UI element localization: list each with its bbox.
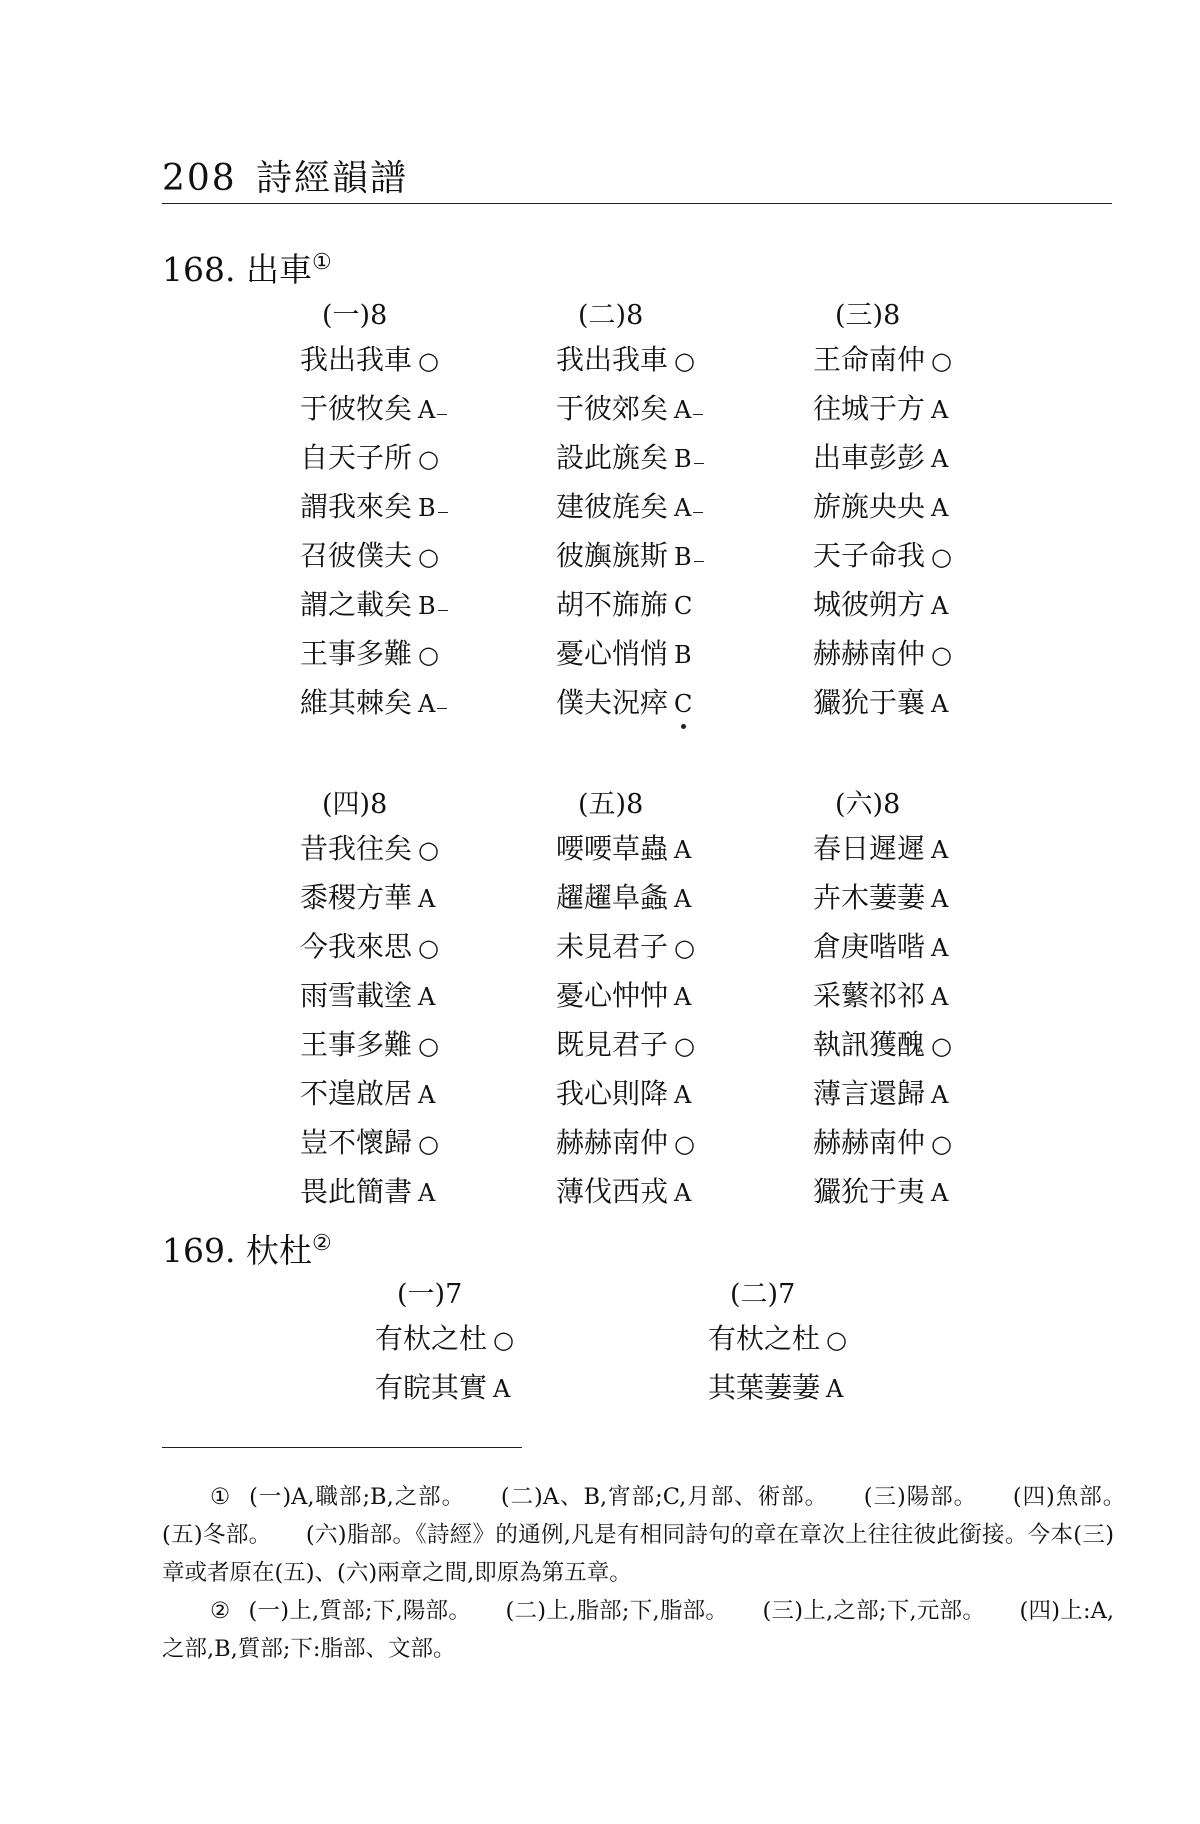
rhyme-mark: A bbox=[931, 592, 949, 620]
verse-line bbox=[556, 873, 695, 922]
rhyme-mark: B bbox=[674, 641, 692, 669]
rhyme-mark: A bbox=[931, 396, 949, 424]
rhyme-mark: A bbox=[674, 494, 692, 522]
rhyme-mark: ○ bbox=[418, 1032, 439, 1060]
verse-line bbox=[708, 1363, 847, 1412]
verse-line bbox=[300, 384, 439, 433]
verse-text: 憂心悄悄 bbox=[556, 637, 669, 670]
rhyme-mark: A bbox=[674, 983, 692, 1011]
verse-line bbox=[556, 580, 695, 629]
stanza bbox=[300, 297, 439, 727]
footnotes bbox=[162, 1478, 1160, 1668]
stanza-label: (一)7 bbox=[397, 1279, 463, 1310]
header-rule bbox=[162, 203, 1112, 204]
verse-line bbox=[300, 531, 439, 580]
rhyme-mark: A bbox=[418, 885, 436, 913]
rhyme-mark: C bbox=[674, 690, 693, 718]
verse-line bbox=[375, 1363, 514, 1412]
verse-text: 喓喓草蟲 bbox=[556, 832, 669, 865]
verse-text: 自天子所 bbox=[300, 441, 413, 474]
footnote-number: ① bbox=[210, 1484, 232, 1510]
verse-text: 其葉萋萋 bbox=[708, 1371, 821, 1404]
verse-line bbox=[300, 1069, 439, 1118]
rhyme-mark: A bbox=[418, 1179, 436, 1207]
footnote-ref: ② bbox=[311, 1231, 332, 1256]
footnote-rule bbox=[162, 1447, 522, 1448]
rhyme-mark: ○ bbox=[674, 1130, 695, 1158]
rhyme-mark: B bbox=[418, 494, 436, 522]
stanza-label: (三)8 bbox=[835, 300, 901, 331]
verse-text: 我出我車 bbox=[556, 343, 669, 376]
verse-text: 春日遲遲 bbox=[813, 832, 926, 865]
verse-line bbox=[813, 1118, 952, 1167]
verse-line bbox=[813, 1069, 952, 1118]
verse-text: 設此旐矣 bbox=[556, 441, 669, 474]
verse-line bbox=[556, 971, 695, 1020]
rhyme-mark: ○ bbox=[931, 347, 952, 375]
verse-line bbox=[300, 922, 439, 971]
rhyme-mark: A bbox=[931, 690, 949, 718]
rhyme-mark: B bbox=[674, 445, 692, 473]
verse-line bbox=[300, 824, 439, 873]
stanza bbox=[300, 786, 439, 1216]
rhyme-mark: C bbox=[674, 592, 693, 620]
verse-line bbox=[813, 678, 952, 727]
verse-line bbox=[556, 335, 695, 384]
verse-line bbox=[300, 1020, 439, 1069]
verse-text: 不遑啟居 bbox=[300, 1077, 413, 1110]
verse-line bbox=[556, 1167, 695, 1216]
book-title: 詩經韻譜 bbox=[256, 158, 409, 199]
verse-text: 維其棘矣 bbox=[300, 686, 413, 719]
verse-line bbox=[556, 629, 695, 678]
rhyme-mark: ○ bbox=[493, 1326, 514, 1354]
verse-line bbox=[813, 629, 952, 678]
verse-line bbox=[813, 384, 952, 433]
stanza-label: (二)7 bbox=[730, 1279, 796, 1310]
verse-text: 憂心忡忡 bbox=[556, 979, 669, 1012]
poem-title-text: 168. 出車 bbox=[162, 250, 312, 289]
verse-line bbox=[556, 1020, 695, 1069]
verse-line bbox=[813, 1020, 952, 1069]
verse-text: 采蘩祁祁 bbox=[813, 979, 926, 1012]
footnote-number: ② bbox=[210, 1598, 231, 1624]
verse-text: 王事多難 bbox=[300, 637, 413, 670]
verse-line bbox=[813, 971, 952, 1020]
rhyme-mark: A bbox=[931, 1179, 949, 1207]
verse-line bbox=[300, 678, 439, 727]
verse-line bbox=[813, 433, 952, 482]
verse-line bbox=[556, 1118, 695, 1167]
rhyme-mark: B bbox=[418, 592, 436, 620]
verse-text: 未見君子 bbox=[556, 930, 669, 963]
verse-text: 玁狁于襄 bbox=[813, 686, 926, 719]
verse-line bbox=[375, 1314, 514, 1363]
rhyme-mark: ○ bbox=[418, 543, 439, 571]
verse-text: 建彼旄矣 bbox=[556, 490, 669, 523]
rhyme-mark: ○ bbox=[418, 934, 439, 962]
stanza-label: (一)8 bbox=[322, 300, 388, 331]
verse-text: 有杕之杜 bbox=[708, 1322, 821, 1355]
verse-text: 往城于方 bbox=[813, 392, 926, 425]
verse-text: 天子命我 bbox=[813, 539, 926, 572]
verse-text: 黍稷方華 bbox=[300, 881, 413, 914]
stanza bbox=[813, 786, 952, 1216]
verse-line bbox=[300, 629, 439, 678]
verse-line bbox=[556, 824, 695, 873]
rhyme-mark: ○ bbox=[674, 1032, 695, 1060]
stanza bbox=[375, 1276, 514, 1412]
verse-line bbox=[813, 824, 952, 873]
rhyme-mark: ○ bbox=[418, 836, 439, 864]
stanza-label: (五)8 bbox=[578, 789, 644, 820]
page-number: 208 bbox=[162, 158, 237, 199]
verse-line bbox=[813, 922, 952, 971]
verse-text: 赫赫南仲 bbox=[813, 637, 926, 670]
rhyme-mark: ○ bbox=[826, 1326, 847, 1354]
verse-text: 有杕之杜 bbox=[375, 1322, 488, 1355]
verse-text: 我出我車 bbox=[300, 343, 413, 376]
verse-text: 出車彭彭 bbox=[813, 441, 926, 474]
verse-line bbox=[300, 873, 439, 922]
rhyme-mark: A bbox=[931, 983, 949, 1011]
rhyme-mark: A bbox=[418, 690, 436, 718]
rhyme-mark: A bbox=[418, 396, 436, 424]
verse-line bbox=[556, 433, 695, 482]
verse-text: 倉庚喈喈 bbox=[813, 930, 926, 963]
verse-line bbox=[708, 1314, 847, 1363]
verse-line bbox=[556, 678, 695, 727]
rhyme-mark: A bbox=[826, 1375, 844, 1403]
verse-line bbox=[813, 1167, 952, 1216]
verse-line bbox=[556, 922, 695, 971]
rhyme-mark: ○ bbox=[931, 1032, 952, 1060]
verse-text: 城彼朔方 bbox=[813, 588, 926, 621]
verse-line bbox=[813, 873, 952, 922]
footnote bbox=[162, 1478, 1160, 1592]
verse-text: 豈不懷歸 bbox=[300, 1126, 413, 1159]
stanza-label: (二)8 bbox=[578, 300, 644, 331]
rhyme-mark: ○ bbox=[418, 1130, 439, 1158]
verse-line bbox=[300, 971, 439, 1020]
verse-line bbox=[300, 482, 439, 531]
verse-text: 胡不旆旆 bbox=[556, 588, 669, 621]
verse-text: 赫赫南仲 bbox=[556, 1126, 669, 1159]
verse-text: 王命南仲 bbox=[813, 343, 926, 376]
verse-line bbox=[556, 531, 695, 580]
footnote bbox=[162, 1592, 1114, 1668]
rhyme-mark: A bbox=[674, 1179, 692, 1207]
rhyme-mark: ○ bbox=[418, 445, 439, 473]
verse-text: 雨雪載塗 bbox=[300, 979, 413, 1012]
rhyme-mark: B bbox=[674, 543, 692, 571]
footnote-text: (一)A,職部;B,之部。 (二)A、B,宵部;C,月部、術部。 (三)陽部。 (四)魚部。 (五)冬部。 (六)脂部。《詩經》的通例,凡是有相同詩句的章在章次上往往彼此銜接。今本(三)章或者原在(五)、(六)兩章之間,即原為第五章。 bbox=[162, 1484, 1160, 1586]
poem-title-text: 169. 杕杜 bbox=[162, 1231, 312, 1270]
verse-line bbox=[300, 1167, 439, 1216]
running-head bbox=[162, 150, 408, 201]
verse-text: 玁狁于夷 bbox=[813, 1175, 926, 1208]
stanza bbox=[813, 297, 952, 727]
verse-text: 彼旟旐斯 bbox=[556, 539, 669, 572]
verse-text: 謂之載矣 bbox=[300, 588, 413, 621]
verse-text: 謂我來矣 bbox=[300, 490, 413, 523]
verse-line bbox=[556, 482, 695, 531]
verse-text: 于彼牧矣 bbox=[300, 392, 413, 425]
verse-text: 赫赫南仲 bbox=[813, 1126, 926, 1159]
verse-text: 僕夫況瘁 bbox=[556, 686, 669, 719]
stanza bbox=[556, 297, 695, 727]
rhyme-mark: A bbox=[674, 396, 692, 424]
verse-text: 執訊獲醜 bbox=[813, 1028, 926, 1061]
verse-line bbox=[300, 433, 439, 482]
stanza-label: (六)8 bbox=[835, 789, 901, 820]
verse-line bbox=[300, 580, 439, 629]
stanza-label: (四)8 bbox=[322, 789, 388, 820]
poem-title-168 bbox=[162, 244, 332, 291]
poem-title-169 bbox=[162, 1225, 332, 1272]
verse-line bbox=[300, 335, 439, 384]
verse-text: 畏此簡書 bbox=[300, 1175, 413, 1208]
verse-text: 旂旐央央 bbox=[813, 490, 926, 523]
verse-text: 有睆其實 bbox=[375, 1371, 488, 1404]
verse-text: 今我來思 bbox=[300, 930, 413, 963]
rhyme-mark: A bbox=[674, 836, 692, 864]
verse-line bbox=[556, 1069, 695, 1118]
verse-text: 于彼郊矣 bbox=[556, 392, 669, 425]
rhyme-mark: A bbox=[418, 1081, 436, 1109]
verse-text: 昔我往矣 bbox=[300, 832, 413, 865]
rhyme-mark: ○ bbox=[418, 347, 439, 375]
verse-text: 薄言還歸 bbox=[813, 1077, 926, 1110]
verse-text: 趯趯阜螽 bbox=[556, 881, 669, 914]
verse-text: 薄伐西戎 bbox=[556, 1175, 669, 1208]
verse-line bbox=[813, 335, 952, 384]
rhyme-mark: A bbox=[931, 836, 949, 864]
rhyme-mark: A bbox=[674, 1081, 692, 1109]
verse-text: 卉木萋萋 bbox=[813, 881, 926, 914]
verse-text: 王事多難 bbox=[300, 1028, 413, 1061]
verse-text: 既見君子 bbox=[556, 1028, 669, 1061]
footnote-ref: ① bbox=[311, 250, 332, 275]
rhyme-mark: ○ bbox=[931, 641, 952, 669]
verse-text: 我心則降 bbox=[556, 1077, 669, 1110]
rhyme-mark: A bbox=[931, 934, 949, 962]
verse-line bbox=[813, 531, 952, 580]
verse-line bbox=[813, 580, 952, 629]
stanza bbox=[708, 1276, 847, 1412]
rhyme-mark: A bbox=[931, 885, 949, 913]
rhyme-mark: ○ bbox=[931, 1130, 952, 1158]
rhyme-mark: A bbox=[931, 1081, 949, 1109]
verse-line bbox=[300, 1118, 439, 1167]
rhyme-mark: A bbox=[674, 885, 692, 913]
rhyme-mark: ○ bbox=[674, 934, 695, 962]
verse-line bbox=[556, 384, 695, 433]
rhyme-mark: A bbox=[418, 983, 436, 1011]
verse-text: 召彼僕夫 bbox=[300, 539, 413, 572]
rhyme-mark: A bbox=[931, 445, 949, 473]
rhyme-mark: A bbox=[931, 494, 949, 522]
rhyme-mark: ○ bbox=[418, 641, 439, 669]
verse-line bbox=[813, 482, 952, 531]
rhyme-mark: A bbox=[493, 1375, 511, 1403]
footnote-text: (一)上,質部;下,陽部。 (二)上,脂部;下,脂部。 (三)上,之部;下,元部。 (四)上:A,之部,B,質部;下:脂部、文部。 bbox=[162, 1598, 1114, 1662]
rhyme-mark: ○ bbox=[931, 543, 952, 571]
stanza bbox=[556, 786, 695, 1216]
rhyme-mark: ○ bbox=[674, 347, 695, 375]
